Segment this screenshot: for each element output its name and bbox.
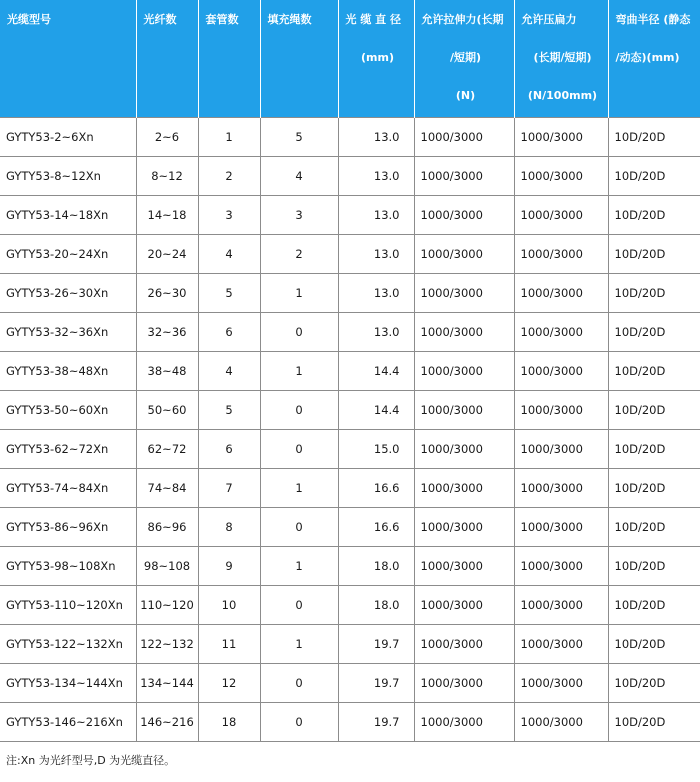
table-row [0,273,700,312]
cell-tensile: 1000/3000 [414,585,514,624]
header-fibers [136,0,198,117]
cell-tensile: 1000/3000 [414,273,514,312]
cell-fillers: 1 [260,468,338,507]
cell-diameter: 19.7 [338,702,414,741]
cell-fillers: 0 [260,312,338,351]
cell-model: GYTY53-32~36Xn [0,312,136,351]
cell-fibers: 74~84 [136,468,198,507]
cell-tensile: 1000/3000 [414,234,514,273]
cell-diameter: 18.0 [338,546,414,585]
cell-tensile: 1000/3000 [414,624,514,663]
cell-fibers: 50~60 [136,390,198,429]
header-diameter-line2: (mm) [361,51,394,64]
table-row [0,702,700,741]
cell-tubes: 6 [198,429,260,468]
table-row [0,117,700,156]
cell-crush: 1000/3000 [514,507,608,546]
cell-diameter: 13.0 [338,195,414,234]
cell-tensile: 1000/3000 [414,195,514,234]
cell-tubes: 3 [198,195,260,234]
cell-crush: 1000/3000 [514,390,608,429]
cell-fibers: 134~144 [136,663,198,702]
cell-crush: 1000/3000 [514,702,608,741]
cell-model: GYTY53-86~96Xn [0,507,136,546]
header-tensile [414,0,514,117]
header-diameter-line1: 光 缆 直 径 [345,13,401,26]
cell-crush: 1000/3000 [514,546,608,585]
header-crush [514,0,608,117]
cell-bend: 10D/20D [608,585,700,624]
cell-bend: 10D/20D [608,312,700,351]
table-row [0,156,700,195]
cell-model: GYTY53-146~216Xn [0,702,136,741]
table-row [0,663,700,702]
header-bend-line1: 弯曲半径 (静态 [615,13,691,26]
header-crush-line1: 允许压扁力 [521,13,577,26]
header-fillers-text: 填充绳数 [267,13,312,26]
cell-tensile: 1000/3000 [414,351,514,390]
cell-diameter: 19.7 [338,663,414,702]
cell-model: GYTY53-134~144Xn [0,663,136,702]
header-row [0,0,700,117]
cell-tubes: 11 [198,624,260,663]
cell-model: GYTY53-50~60Xn [0,390,136,429]
cell-diameter: 18.0 [338,585,414,624]
cell-model: GYTY53-26~30Xn [0,273,136,312]
cell-model: GYTY53-2~6Xn [0,117,136,156]
cell-fibers: 110~120 [136,585,198,624]
header-bend [608,0,700,117]
cell-tensile: 1000/3000 [414,507,514,546]
header-crush-line3: (N/100mm) [527,89,598,102]
cell-fillers: 1 [260,546,338,585]
table-row [0,312,700,351]
header-diameter [338,0,414,117]
cell-bend: 10D/20D [608,351,700,390]
cell-tensile: 1000/3000 [414,663,514,702]
table-row [0,429,700,468]
cell-tubes: 9 [198,546,260,585]
cell-diameter: 14.4 [338,351,414,390]
cell-model: GYTY53-74~84Xn [0,468,136,507]
cell-model: GYTY53-62~72Xn [0,429,136,468]
cell-model: GYTY53-20~24Xn [0,234,136,273]
cell-diameter: 13.0 [338,273,414,312]
cell-fillers: 0 [260,585,338,624]
cell-fillers: 4 [260,156,338,195]
cell-bend: 10D/20D [608,390,700,429]
cell-crush: 1000/3000 [514,663,608,702]
cell-bend: 10D/20D [608,546,700,585]
cell-fibers: 26~30 [136,273,198,312]
cell-diameter: 13.0 [338,234,414,273]
table-row [0,195,700,234]
cell-tubes: 6 [198,312,260,351]
cell-tensile: 1000/3000 [414,390,514,429]
cell-crush: 1000/3000 [514,351,608,390]
cell-tensile: 1000/3000 [414,468,514,507]
footnote: 注:Xn 为光纤型号,D 为光缆直径。 [6,754,176,767]
header-fibers-text: 光纤数 [143,13,177,26]
cell-tubes: 2 [198,156,260,195]
cell-model: GYTY53-110~120Xn [0,585,136,624]
table-row [0,585,700,624]
table-row [0,468,700,507]
cell-fillers: 0 [260,702,338,741]
cell-fibers: 62~72 [136,429,198,468]
cell-tubes: 5 [198,273,260,312]
table-row [0,624,700,663]
header-tensile-line2: /短期) [449,51,482,64]
cell-crush: 1000/3000 [514,468,608,507]
cell-tensile: 1000/3000 [414,546,514,585]
cell-bend: 10D/20D [608,234,700,273]
cell-diameter: 19.7 [338,624,414,663]
cell-crush: 1000/3000 [514,195,608,234]
table-row [0,390,700,429]
header-fillers [260,0,338,117]
cell-fibers: 38~48 [136,351,198,390]
table-row [0,507,700,546]
cell-fillers: 1 [260,351,338,390]
cell-bend: 10D/20D [608,429,700,468]
cell-tubes: 10 [198,585,260,624]
cell-bend: 10D/20D [608,195,700,234]
cell-diameter: 13.0 [338,312,414,351]
cell-bend: 10D/20D [608,624,700,663]
header-model-text: 光缆型号 [7,13,51,26]
cell-fibers: 14~18 [136,195,198,234]
cell-tubes: 4 [198,351,260,390]
cell-diameter: 15.0 [338,429,414,468]
cell-tubes: 1 [198,117,260,156]
cell-diameter: 14.4 [338,390,414,429]
cell-tensile: 1000/3000 [414,429,514,468]
cell-crush: 1000/3000 [514,312,608,351]
cell-fibers: 122~132 [136,624,198,663]
header-model [0,0,136,117]
cell-fibers: 20~24 [136,234,198,273]
cell-tubes: 5 [198,390,260,429]
table-row [0,546,700,585]
table-row [0,234,700,273]
cell-fibers: 86~96 [136,507,198,546]
cell-bend: 10D/20D [608,507,700,546]
cell-tensile: 1000/3000 [414,702,514,741]
header-bend-line2: /动态)(mm) [615,51,680,64]
cell-fillers: 0 [260,390,338,429]
cell-tensile: 1000/3000 [414,156,514,195]
cell-fillers: 1 [260,273,338,312]
cell-fibers: 32~36 [136,312,198,351]
cell-tubes: 7 [198,468,260,507]
cell-bend: 10D/20D [608,156,700,195]
cell-bend: 10D/20D [608,663,700,702]
table-row [0,351,700,390]
cell-fillers: 0 [260,507,338,546]
cell-tensile: 1000/3000 [414,312,514,351]
cell-model: GYTY53-122~132Xn [0,624,136,663]
cell-model: GYTY53-14~18Xn [0,195,136,234]
cell-fibers: 98~108 [136,546,198,585]
cell-tubes: 8 [198,507,260,546]
cell-fillers: 5 [260,117,338,156]
cell-fibers: 2~6 [136,117,198,156]
cell-diameter: 13.0 [338,117,414,156]
cell-fillers: 1 [260,624,338,663]
cell-tubes: 12 [198,663,260,702]
cell-crush: 1000/3000 [514,429,608,468]
cell-fillers: 0 [260,663,338,702]
header-tensile-line1: 允许拉伸力(长期 [421,13,504,26]
cell-crush: 1000/3000 [514,585,608,624]
header-tensile-line3: (N) [455,89,476,102]
header-crush-line2: (长期/短期) [533,51,592,64]
cell-crush: 1000/3000 [514,234,608,273]
cell-fillers: 0 [260,429,338,468]
cell-tubes: 4 [198,234,260,273]
cell-tensile: 1000/3000 [414,117,514,156]
cell-model: GYTY53-8~12Xn [0,156,136,195]
cell-model: GYTY53-98~108Xn [0,546,136,585]
cell-diameter: 16.6 [338,468,414,507]
cell-crush: 1000/3000 [514,273,608,312]
cell-bend: 10D/20D [608,117,700,156]
cell-fibers: 146~216 [136,702,198,741]
cell-bend: 10D/20D [608,468,700,507]
cell-model: GYTY53-38~48Xn [0,351,136,390]
header-tubes [198,0,260,117]
cell-crush: 1000/3000 [514,117,608,156]
cell-fibers: 8~12 [136,156,198,195]
cell-bend: 10D/20D [608,702,700,741]
spec-table-body [0,117,700,741]
cell-crush: 1000/3000 [514,156,608,195]
cell-diameter: 16.6 [338,507,414,546]
cell-fillers: 2 [260,234,338,273]
header-tubes-text: 套管数 [205,13,239,26]
cell-crush: 1000/3000 [514,624,608,663]
cell-diameter: 13.0 [338,156,414,195]
cell-bend: 10D/20D [608,273,700,312]
cell-tubes: 18 [198,702,260,741]
cell-fillers: 3 [260,195,338,234]
